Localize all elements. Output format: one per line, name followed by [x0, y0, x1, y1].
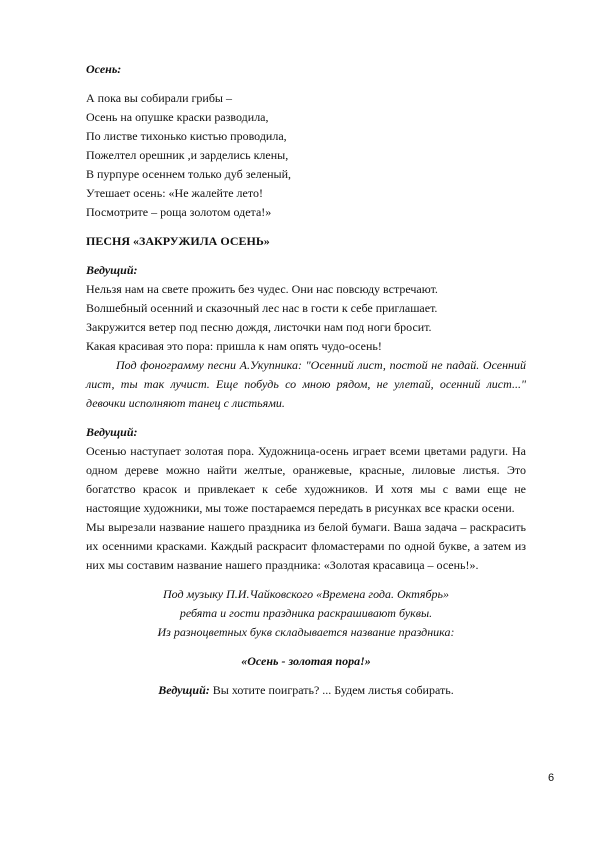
spacer — [86, 251, 526, 261]
spacer — [86, 671, 526, 681]
stage-direction-dance: Под фонограмму песни А.Укупника: "Осенний лист, постой не падай. Осенний лист, ты так лучист. Еще побудь со мною рядом, не улетай, осенний лист..." девочки исполняют танец с листьями. — [86, 358, 526, 410]
host-line: Какая красивая это пора: пришла к нам опять чудо-осень! — [86, 339, 382, 353]
host-line: Нельзя нам на свете прожить без чудес. Они нас повсюду встречают. — [86, 282, 438, 296]
spacer — [86, 222, 526, 232]
speaker-host: Ведущий: — [86, 425, 138, 439]
host-line: Волшебный осенний и сказочный лес нас в гости к себе приглашает. — [86, 301, 438, 315]
host-line: Закружится ветер под песню дождя, листочки нам под ноги бросит. — [86, 320, 432, 334]
final-text: Вы хотите поиграть? ... Будем листья собирать. — [209, 683, 454, 697]
host-verse — [86, 280, 526, 356]
final-line — [86, 681, 526, 700]
stage-direction-line: Из разноцветных букв складывается название праздника: — [157, 625, 455, 639]
host-paragraph: Осенью наступает золотая пора. Художница-осень играет всеми цветами радуги. На одном дереве можно найти желтые, оранжевые, красные, лиловые листья. Это богатство красок и привлекает к себе художников. И хотя мы с вами еще не настоящие художники, мы тоже постараемся передать в рисунках все краски осени. — [86, 444, 526, 515]
page-number: 6 — [548, 772, 555, 784]
poem-line: Осень на опушке краски разводила, — [86, 110, 269, 124]
poem-line: Посмотрите – роща золотом одета!» — [86, 205, 272, 219]
poem-line: Утешает осень: «Не жалейте лето! — [86, 186, 263, 200]
poem-line: Пожелтел орешник ,и зарделись клены, — [86, 148, 289, 162]
speaker-host: Ведущий: — [86, 263, 138, 277]
poem-line: В пурпуре осеннем только дуб зеленый, — [86, 167, 291, 181]
poem-line: А пока вы собирали грибы – — [86, 91, 232, 105]
poem-line: По листве тихонько кистью проводила, — [86, 129, 287, 143]
poem-block — [86, 89, 526, 222]
final-speaker: Ведущий: — [158, 683, 210, 697]
stage-direction-line: Под музыку П.И.Чайковского «Времена года. Октябрь» — [162, 587, 450, 601]
speaker-autumn: Осень: — [86, 62, 122, 76]
holiday-title: «Осень - золотая пора!» — [241, 654, 371, 668]
spacer — [86, 575, 526, 585]
spacer — [86, 413, 526, 423]
stage-direction-line: ребята и гости праздника раскрашивают буквы. — [179, 606, 433, 620]
spacer — [86, 79, 526, 89]
host-paragraph: Мы вырезали название нашего праздника из белой бумаги. Ваша задача – раскрасить их осенними красками. Каждый раскрасит фломастерами по одной букве, а затем из них мы составим название нашего праздника: «Золотая красавица – осень!». — [86, 520, 526, 572]
document-page — [86, 60, 526, 700]
song-title: ПЕСНЯ «ЗАКРУЖИЛА ОСЕНЬ» — [86, 234, 270, 248]
spacer — [86, 642, 526, 652]
stage-direction-letters — [86, 585, 526, 642]
